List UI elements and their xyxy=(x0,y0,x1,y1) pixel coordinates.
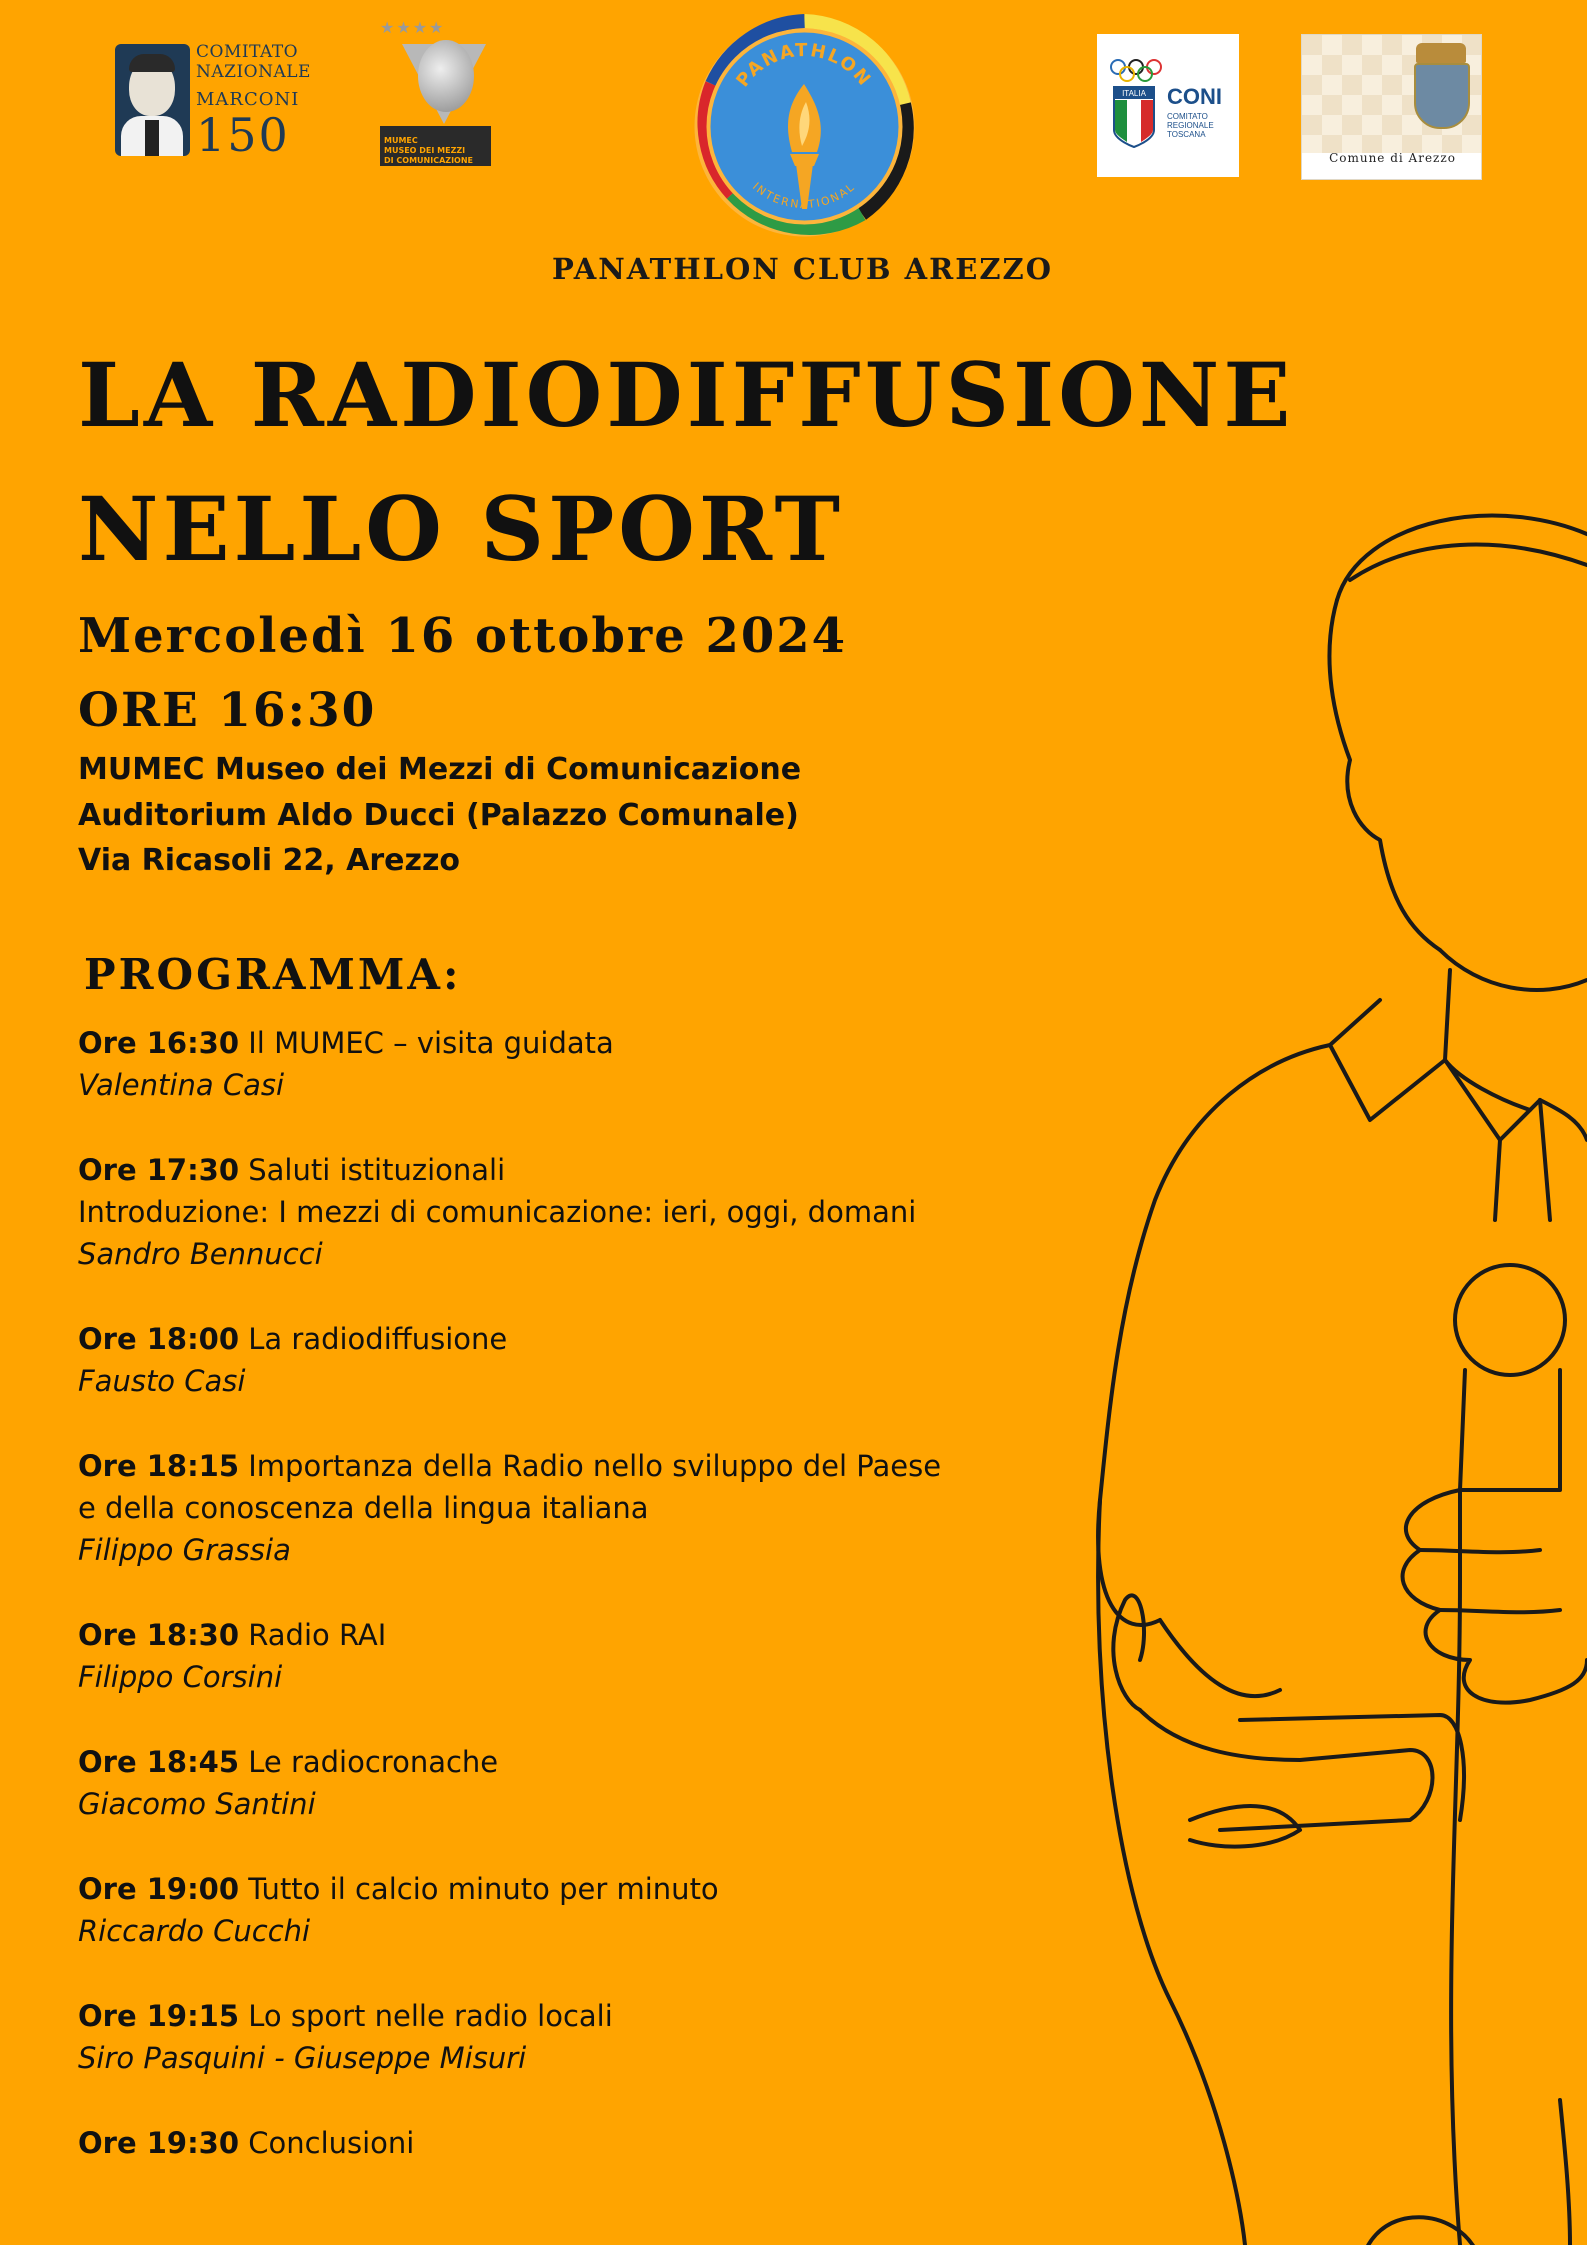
program-time: Ore 19:00 xyxy=(78,1872,240,1906)
program-list xyxy=(78,1022,1038,2207)
marconi-logo-line3: MARCONI xyxy=(196,89,300,110)
program-time: Ore 17:30 xyxy=(78,1153,240,1187)
coni-toscana-logo xyxy=(1097,34,1239,177)
program-item xyxy=(78,1995,1038,2079)
program-title: Le radiocronache xyxy=(248,1745,499,1779)
program-time: Ore 18:15 xyxy=(78,1449,240,1483)
programma-heading: PROGRAMMA: xyxy=(84,950,462,999)
program-item-headline xyxy=(78,1614,1038,1656)
program-title: La radiodiffusione xyxy=(248,1322,508,1356)
program-time: Ore 19:15 xyxy=(78,1999,240,2033)
mumec-logo-text: MUMEC MUSEO DEI MEZZI DI COMUNICAZIONE xyxy=(380,126,491,166)
program-title-continued: Introduzione: I mezzi di comunicazione: ieri, oggi, domani xyxy=(78,1195,917,1229)
panathlon-international-logo xyxy=(692,14,917,239)
radio-reporter-illustration xyxy=(940,500,1587,2245)
program-item xyxy=(78,1022,1038,1106)
event-title-line1: LA RADIODIFFUSIONE xyxy=(78,343,1295,447)
panathlon-logo-top-text: PANATHLON xyxy=(732,39,876,92)
marconi-portrait xyxy=(115,44,190,156)
program-speaker: Giacomo Santini xyxy=(78,1787,316,1821)
program-item-headline xyxy=(78,1149,1038,1191)
marconi-committee-logo xyxy=(112,40,312,175)
mumec-logo xyxy=(380,18,495,173)
program-title: Importanza della Radio nello sviluppo del Paese xyxy=(248,1449,942,1483)
program-item xyxy=(78,1149,1038,1275)
program-title: Radio RAI xyxy=(248,1618,387,1652)
event-time: ORE 16:30 xyxy=(78,683,377,738)
comune-di-arezzo-logo xyxy=(1301,34,1482,180)
program-item xyxy=(78,1868,1038,1952)
event-date: Mercoledì 16 ottobre 2024 xyxy=(78,608,848,664)
program-title: Lo sport nelle radio locali xyxy=(248,1999,613,2033)
panathlon-logo-bottom-text: INTERNATIONAL xyxy=(750,179,858,212)
coni-flag-label: ITALIA xyxy=(1122,89,1146,98)
program-speaker: Sandro Bennucci xyxy=(78,1237,323,1271)
italia-flag-shield-icon xyxy=(1113,86,1155,148)
program-title: Saluti istituzionali xyxy=(248,1153,506,1187)
venue-line1: MUMEC Museo dei Mezzi di Comunicazione xyxy=(78,752,802,787)
program-time: Ore 18:45 xyxy=(78,1745,240,1779)
comune-caption: Comune di Arezzo xyxy=(1329,151,1456,165)
program-speaker: Siro Pasquini - Giuseppe Misuri xyxy=(78,2041,527,2075)
olympic-rings-icon xyxy=(1109,58,1163,82)
program-item-headline xyxy=(78,1445,1038,1487)
marconi-logo-line1: COMITATO xyxy=(196,42,299,62)
program-title: Tutto il calcio minuto per minuto xyxy=(248,1872,719,1906)
program-item xyxy=(78,1318,1038,1402)
program-speaker: Valentina Casi xyxy=(78,1068,285,1102)
program-speaker: Filippo Grassia xyxy=(78,1533,291,1567)
event-title-line2: NELLO SPORT xyxy=(78,477,845,581)
program-time: Ore 19:30 xyxy=(78,2126,240,2160)
club-name: PANATHLON CLUB AREZZO xyxy=(552,252,1053,286)
program-speaker: Fausto Casi xyxy=(78,1364,246,1398)
program-item xyxy=(78,1445,1038,1571)
program-speaker: Filippo Corsini xyxy=(78,1660,283,1694)
coni-subtitle: COMITATO REGIONALE TOSCANA xyxy=(1167,112,1214,139)
program-title: Conclusioni xyxy=(248,2126,415,2160)
program-item xyxy=(78,2122,1038,2164)
venue-line3: Via Ricasoli 22, Arezzo xyxy=(78,843,461,878)
program-item-headline xyxy=(78,1022,1038,1064)
program-time: Ore 18:30 xyxy=(78,1618,240,1652)
stars-icon: ★★★★ xyxy=(380,18,446,37)
program-item-headline xyxy=(78,1995,1038,2037)
horse-shield-icon xyxy=(1414,63,1470,129)
program-item xyxy=(78,1741,1038,1825)
program-item-headline xyxy=(78,1741,1038,1783)
coni-name: CONI xyxy=(1167,84,1222,109)
program-item-headline xyxy=(78,2122,1038,2164)
marconi-logo-line2: NAZIONALE xyxy=(196,62,311,82)
marconi-logo-line4: 150 xyxy=(196,108,290,162)
program-title-continued: e della conoscenza della lingua italiana xyxy=(78,1491,649,1525)
program-title: Il MUMEC – visita guidata xyxy=(248,1026,614,1060)
program-time: Ore 16:30 xyxy=(78,1026,240,1060)
venue-line2: Auditorium Aldo Ducci (Palazzo Comunale) xyxy=(78,798,799,833)
program-item xyxy=(78,1614,1038,1698)
program-item-headline xyxy=(78,1868,1038,1910)
crown-icon xyxy=(1416,43,1466,63)
program-time: Ore 18:00 xyxy=(78,1322,240,1356)
program-item-headline xyxy=(78,1318,1038,1360)
program-speaker: Riccardo Cucchi xyxy=(78,1914,311,1948)
